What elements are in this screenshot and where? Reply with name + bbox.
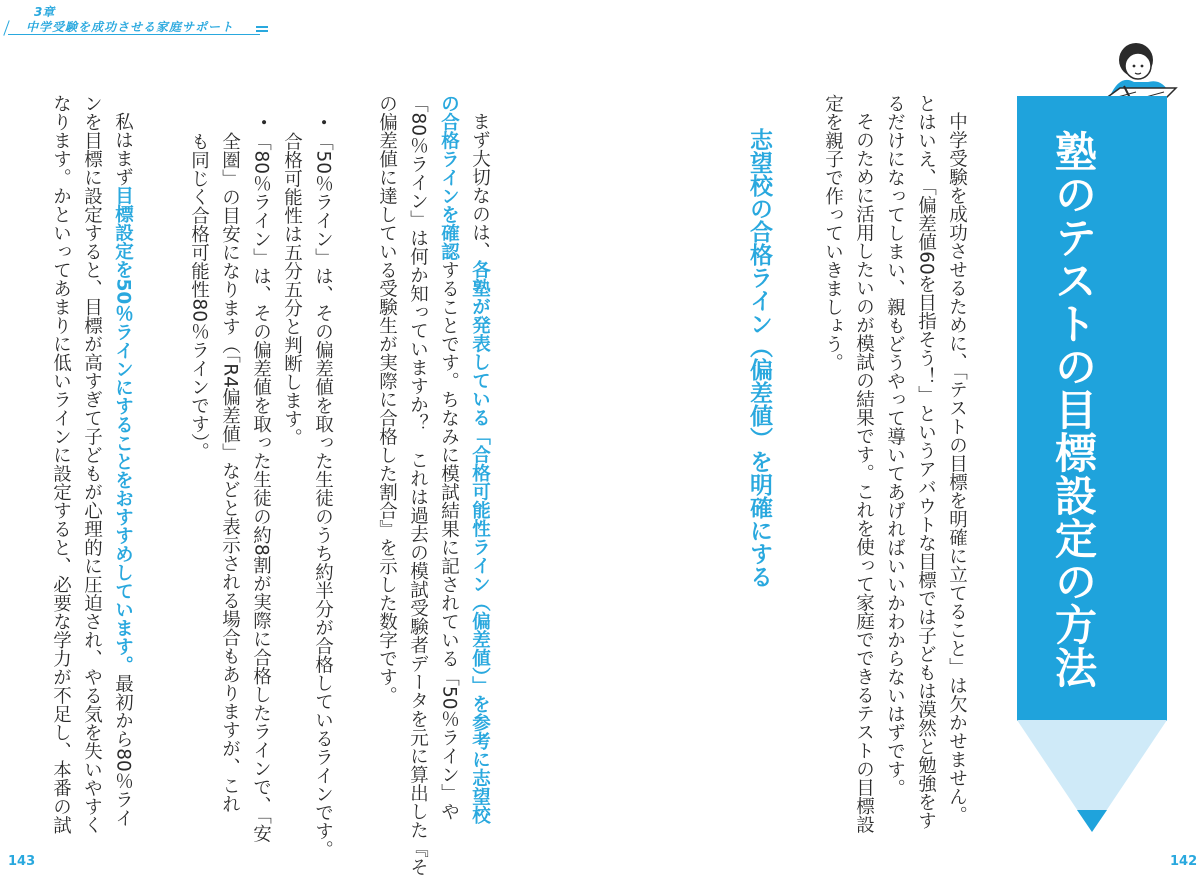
chapter-number: 3章 [34,5,55,19]
header-dash-decoration [256,26,268,28]
intro-line-2: とはいえ、「偏差値60を目指そう！」というアバウトな目標では子どもは漠然と勉強をす [915,94,937,830]
header-rule [8,34,260,35]
bullet-1-line-1: 「50％ライン」は、その偏差値を取った生徒のうち約半分が合格しているラインです。 [312,132,334,859]
header-dash-decoration-2 [256,30,268,32]
bullet-2-line-2: 全圏」の目安になります（「R4偏差値」などと表示される場合もありますが、これ [219,132,241,814]
body-line-2 [439,94,458,821]
body-line-2-highlight: の合格ラインを確認 [438,94,460,261]
body-line-5-text: 私はまず [112,112,134,186]
body-line-1-highlight: 各塾が発表している「合格可能性ライン（偏差値）」を参考に志望校 [469,260,491,825]
page-number-right: 142 [1170,854,1198,869]
body-line-5-highlight: 目標設定を50％ラインにすることをおすすめしています。 [112,186,134,675]
body-line-7: なります。かといってあまりに低いラインに設定すると、必要な学力が不足し、本番の試 [50,94,72,834]
subheading: 志望校の合格ライン（偏差値）を明確にする [746,128,772,588]
pencil-tip-icon [1017,720,1167,832]
section-heading: 塾のテストの目標設定の方法 [1049,130,1098,689]
body-line-2-text: することです。ちなみに模試結果に記されている「50％ライン」や [438,260,460,821]
body-line-3: 「80％ライン」は何か知っていますか？ これは過去の模試受験者データを元に算出した『そ [407,94,429,876]
intro-line-5: 定を親子で作っていきましょう。 [822,94,844,372]
page-number-left: 143 [8,854,36,869]
body-line-5 [113,112,132,827]
body-line-1 [470,112,489,824]
bullet-1-icon: • [315,118,331,127]
bullet-2-icon: • [255,118,271,127]
chapter-title: 中学受験を成功させる家庭サポート [26,20,235,34]
body-line-5-text-2: 最初から80％ライ [112,674,134,828]
intro-line-1: 中学受験を成功させるために、「テストの目標を明確に立てること」は欠かせません。 [946,112,968,825]
intro-line-4: そのために活用したいのが模試の結果です。これを使って家庭でできるテストの目標設 [853,112,875,834]
body-line-1-text: まず大切なのは、 [469,112,491,260]
body-line-6: ンを目標に設定すると、目標が高すぎて子どもが心理的に圧迫され、やる気を失いやすく [81,94,103,834]
body-line-4: の偏差値に達している受験生が実際に合格した割合』を示した数字です。 [376,94,398,705]
bullet-1-line-2: 合格可能性は五分五分と判断します。 [281,132,303,447]
intro-line-3: るだけになってしまい、親もどうやって導いてあげればいいかわからないはずです。 [884,94,906,797]
bullet-2-line-3: も同じく合格可能性80％ラインです）。 [188,132,210,461]
bullet-2-line-1: 「80％ライン」は、その偏差値を取った生徒の約8割が実際に合格したラインで、「安 [250,132,272,843]
